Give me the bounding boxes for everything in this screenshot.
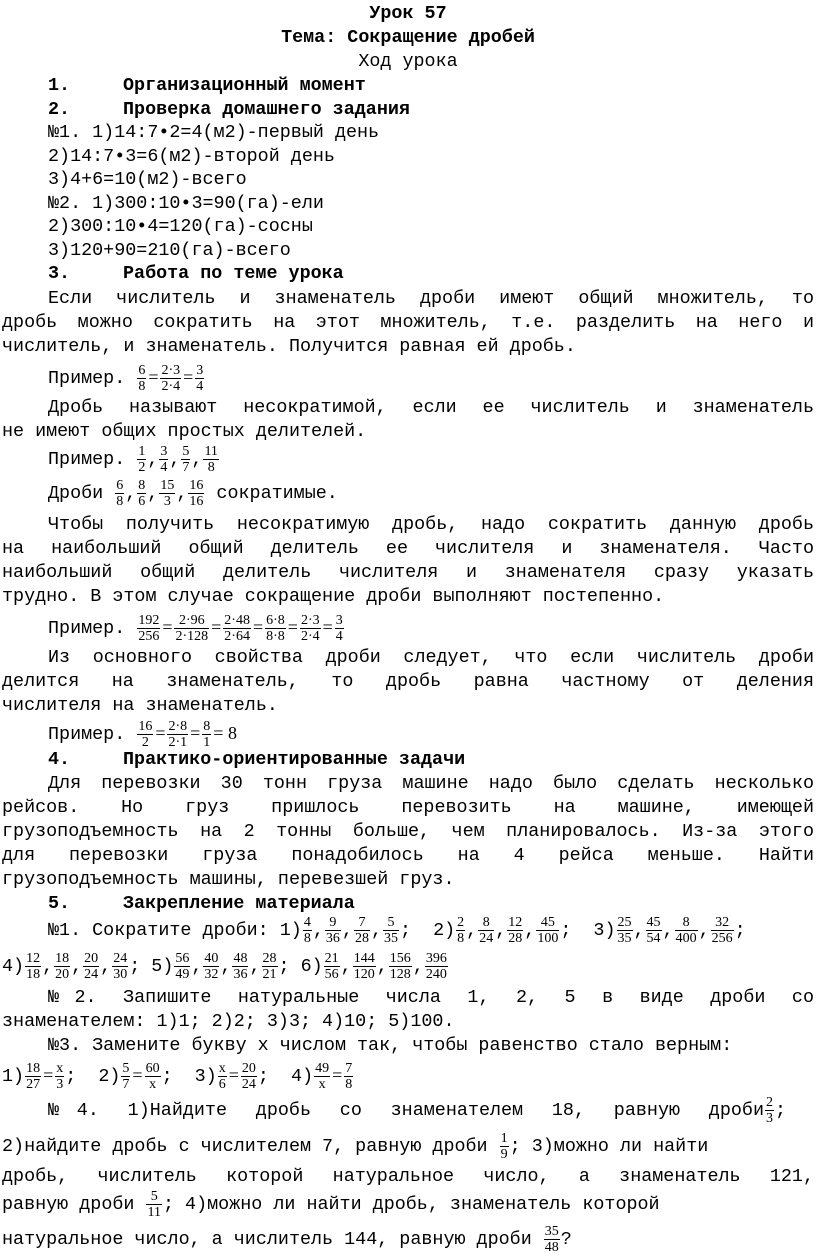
fraction: $\frac{2\cdot 48}{2\cdot 64}$ (224, 612, 250, 644)
theory-text: Чтобы получить несократимую дробь, надо сократить данную дробь (48, 514, 814, 535)
section-1-heading (48, 74, 816, 98)
fraction: $\frac{x}{6}$ (218, 1060, 226, 1092)
fraction: $\frac{48}{36}$ (233, 950, 248, 982)
fraction: $\frac{32}{256}$ (711, 914, 733, 946)
fraction: $\frac{12}{18}$ (26, 950, 41, 982)
exercise-4-line-5 (2, 1222, 816, 1258)
fraction: $\frac{28}{21}$ (262, 950, 277, 982)
example-2: Пример. $\frac{1}{2}$ , $\frac{3}{4}$ , $\frac{5}{7}$ , $\frac{11}{8}$ (48, 443, 218, 475)
section-3-heading (48, 262, 816, 286)
fraction: $\frac{2\cdot 96}{2\cdot 128}$ (175, 612, 209, 644)
exercise-3-equations: 1) $\frac{18}{27}$ = $\frac{x}{3}$ ; 2) $\frac{5}{7}$ = $\frac{60}{x}$ ; 3) $\frac{x}{6}$ = $\frac{20}{24}$ ; 4) $\frac{49}{x}$ = $\frac{7}{8}$ (2, 1060, 353, 1092)
fraction: $\frac{156}{128}$ (389, 950, 411, 982)
task-text: рейсов. Но груз пришлось перевозить на машине, имеющей (2, 797, 814, 818)
task-text: грузоподъемность машины, перевезшей груз. (2, 869, 455, 890)
theory-text: дробь можно сократить на этот множитель, т.е. разделить на него и (2, 312, 814, 333)
exercise-text: ; 3)можно ли найти (509, 1136, 709, 1157)
fraction: $\frac{11}{8}$ (204, 443, 218, 475)
task-text: для перевозки груза понадобилось на 4 рейса меньше. Найти (2, 845, 814, 866)
homework-line: №1. 1)14:7•2=4(м2)-первый день (48, 122, 380, 143)
fraction: $\frac{2\cdot 8}{2\cdot 1}$ (168, 718, 188, 750)
exercise-text: №3. Замените букву х числом так, чтобы равенство стало верным: (48, 1035, 733, 1056)
section-title: Работа по теме урока (123, 263, 344, 284)
theory-text: не имеют общих простых делителей. (2, 421, 367, 442)
fraction: $\frac{2\cdot 3}{2\cdot 4}$ (161, 362, 181, 394)
theory-text: Если числитель и знаменатель дроби имеют общий множитель, то (48, 288, 814, 309)
fraction: $\frac{35}{48}$ (544, 1223, 559, 1255)
fraction: $\frac{18}{20}$ (55, 950, 70, 982)
fraction: $\frac{3}{4}$ (335, 612, 343, 644)
exercise-text: №2. Запишите натуральные числа 1, 2, 5 в виде дроби со (48, 987, 814, 1008)
exercise-4-line-4 (2, 1186, 816, 1224)
example-4: Пример. $\frac{16}{2}$ = $\frac{2\cdot 8}{2\cdot 1}$ = $\frac{8}{1}$ = 8 (48, 718, 237, 750)
exercise-text: 2)найдите дробь с числителем 7, равную дроби (2, 1136, 488, 1157)
section-number: 4. (48, 749, 71, 770)
fraction: $\frac{2}{3}$ (766, 1094, 773, 1126)
fraction: $\frac{20}{24}$ (84, 950, 99, 982)
fraction: $\frac{5}{11}$ (147, 1188, 161, 1220)
fraction: $\frac{20}{24}$ (241, 1060, 256, 1092)
fraction: $\frac{4}{8}$ (303, 914, 311, 946)
theory-text: делится на знаменатель, то дробь равна частному от деления (2, 671, 814, 692)
exercise-text: знаменателем: 1)1; 2)2; 3)3; 4)10; 5)100. (2, 1011, 455, 1032)
fraction: $\frac{3}{4}$ (160, 443, 168, 475)
homework-line: №2. 1)300:10•3=90(га)-ели (48, 193, 324, 214)
fraction: $\frac{15}{3}$ (160, 477, 175, 509)
section-4-heading (48, 748, 816, 772)
example-label: Пример. (48, 618, 126, 639)
fraction: $\frac{6\cdot 8}{8\cdot 8}$ (266, 612, 285, 644)
exercise-text: натуральное число, а числитель 144, равную дроби (2, 1229, 532, 1250)
fraction: $\frac{25}{35}$ (617, 914, 632, 946)
theory-text: на наибольший общий делитель ее числителя и знаменателя. Часто (2, 538, 814, 559)
fraction: $\frac{1}{9}$ (500, 1130, 508, 1162)
fraction: $\frac{49}{x}$ (315, 1060, 330, 1092)
lesson-topic: Тема: Сокращение дробей (281, 27, 535, 48)
fraction: $\frac{16}{2}$ (138, 718, 153, 750)
theory-text: Дробь называют несократимой, если ее числитель и знаменатель (48, 397, 814, 418)
exercise-text: равную дроби (2, 1194, 135, 1215)
exercise-4-line-1: №4. 1)Найдите дробь со знаменателем 18, равную дроби $\frac{2}{3}$ ; (48, 1092, 814, 1130)
example-1: Пример. $\frac{6}{8}$ = $\frac{2\cdot 3}{2\cdot 4}$ = $\frac{3}{4}$ (48, 362, 204, 394)
theory-text: Из основного свойства дроби следует, что если числитель дроби (48, 647, 814, 668)
section-number: 1. (48, 75, 71, 96)
fraction: $\frac{5}{7}$ (182, 443, 190, 475)
fraction: $\frac{1}{2}$ (138, 443, 146, 475)
fraction: $\frac{56}{49}$ (175, 950, 190, 982)
fraction: $\frac{192}{256}$ (138, 612, 160, 644)
fraction: $\frac{8}{24}$ (479, 914, 494, 946)
exercise-1-prefix: №1. Сократите дроби: 1) (48, 920, 302, 941)
example-3: Пример. $\frac{192}{256}$ = $\frac{2\cdot 96}{2\cdot 128}$ = $\frac{2\cdot 48}{2\cdot 64}$ = $\frac{6\cdot 8}{8\cdot 8}$ = $\frac{2\cdot 3}{2\cdot 4}$ = $\frac{3}{4}$ (48, 612, 343, 644)
fraction: $\frac{7}{8}$ (345, 1060, 353, 1092)
lesson-title: Урок 57 (369, 3, 447, 24)
example-label: Пример. (48, 368, 126, 389)
fraction: $\frac{8}{6}$ (138, 477, 146, 509)
section-title: Закрепление материала (123, 893, 355, 914)
fraction: $\frac{8}{400}$ (675, 914, 697, 946)
task-text: Для перевозки 30 тонн груза машине надо было сделать несколько (48, 773, 814, 794)
section-number: 2. (48, 99, 71, 120)
fraction: $\frac{2\cdot 3}{2\cdot 4}$ (300, 612, 320, 644)
lesson-subtitle: Ход урока (358, 51, 458, 72)
exercise-text: ; 4)можно ли найти дробь, знаменатель которой (162, 1194, 660, 1215)
drobi-label: Дроби (48, 483, 104, 504)
section-title: Практико-ориентированные задачи (123, 749, 466, 770)
fraction: $\frac{21}{56}$ (324, 950, 339, 982)
section-2-heading (48, 98, 816, 122)
homework-line: 2)14:7•3=6(м2)-второй день (48, 146, 335, 167)
fraction: $\frac{24}{30}$ (113, 950, 128, 982)
homework-line: 3)4+6=10(м2)-всего (48, 169, 247, 190)
homework-line: 2)300:10•4=120(га)-сосны (48, 216, 313, 237)
exercise-4-line-2 (2, 1128, 816, 1166)
fraction: $\frac{x}{3}$ (56, 1060, 64, 1092)
exercise-text: ? (560, 1229, 572, 1250)
sokr-label: сократимые. (216, 483, 338, 504)
fraction: $\frac{12}{28}$ (508, 914, 523, 946)
fraction: $\frac{2}{8}$ (457, 914, 465, 946)
section-number: 3. (48, 263, 71, 284)
theory-text: трудно. В этом случае сокращение дроби выполняют постепенно. (2, 586, 665, 607)
fraction: $\frac{3}{4}$ (196, 362, 204, 394)
example-label: Пример. (48, 724, 126, 745)
exercise-1-line-2: 4) $\frac{12}{18}$ , $\frac{18}{20}$ , $\frac{20}{24}$ , $\frac{24}{30}$ ; 5) $\frac{56}{49}$ , $\frac{40}{32}$ , $\frac{48}{36}$ , $\frac{28}{21}$ ; 6) $\frac{21}{56}$ , $\frac{144}{120}$ , $\frac{156}{128}$ , $\frac{396}{240}$ (2, 950, 447, 982)
fraction: $\frac{60}{x}$ (145, 1060, 160, 1092)
exercise-1-line-1: №1. Сократите дроби: 1) $\frac{4}{8}$ , $\frac{9}{36}$ , $\frac{7}{28}$ , $\frac{5}{35}$ ; 2) $\frac{2}{8}$ , $\frac{8}{24}$ , $\frac{12}{28}$ , $\frac{45}{100}$ ; 3) $\frac{25}{35}$ , $\frac{45}{54}$ , $\frac{8}{400}$ , $\frac{32}{256}$ ; (48, 914, 746, 946)
fraction: $\frac{9}{36}$ (325, 914, 340, 946)
fraction: $\frac{16}{16}$ (189, 477, 204, 509)
fraction: $\frac{6}{8}$ (116, 477, 124, 509)
fraction: $\frac{5}{35}$ (383, 914, 398, 946)
theory-text: числителя на знаменатель. (2, 695, 278, 716)
fraction: $\frac{6}{8}$ (138, 362, 146, 394)
fraction: $\frac{396}{240}$ (425, 950, 447, 982)
fraction: $\frac{40}{32}$ (204, 950, 219, 982)
fraction: $\frac{8}{1}$ (203, 718, 211, 750)
section-title: Организационный момент (123, 75, 366, 96)
section-title: Проверка домашнего задания (123, 99, 410, 120)
theory-text: наибольший общий делитель числителя и знаменателя сразу указать (2, 562, 814, 583)
fraction: $\frac{144}{120}$ (353, 950, 375, 982)
example-label: Пример. (48, 449, 126, 470)
exercise-text: дробь, числитель которой натуральное число, а знаменатель 121, (2, 1166, 814, 1187)
fraction: $\frac{5}{7}$ (122, 1060, 130, 1092)
task-text: грузоподъемность на 2 тонны больше, чем планировалось. Из-за этого (2, 821, 814, 842)
section-number: 5. (48, 893, 71, 914)
reducible-fractions: Дроби $\frac{6}{8}$ , $\frac{8}{6}$ , $\frac{15}{3}$ , $\frac{16}{16}$ сократимые. (48, 477, 338, 509)
exercise-text: №4. 1)Найдите дробь со знаменателем 18, равную дроби (48, 1100, 764, 1121)
homework-line: 3)120+90=210(га)-всего (48, 240, 291, 261)
fraction: $\frac{45}{100}$ (537, 914, 559, 946)
theory-text: числитель, и знаменатель. Получится равная ей дробь. (2, 336, 576, 357)
fraction: $\frac{45}{54}$ (646, 914, 661, 946)
fraction: $\frac{18}{27}$ (26, 1060, 41, 1092)
fraction: $\frac{7}{28}$ (354, 914, 369, 946)
